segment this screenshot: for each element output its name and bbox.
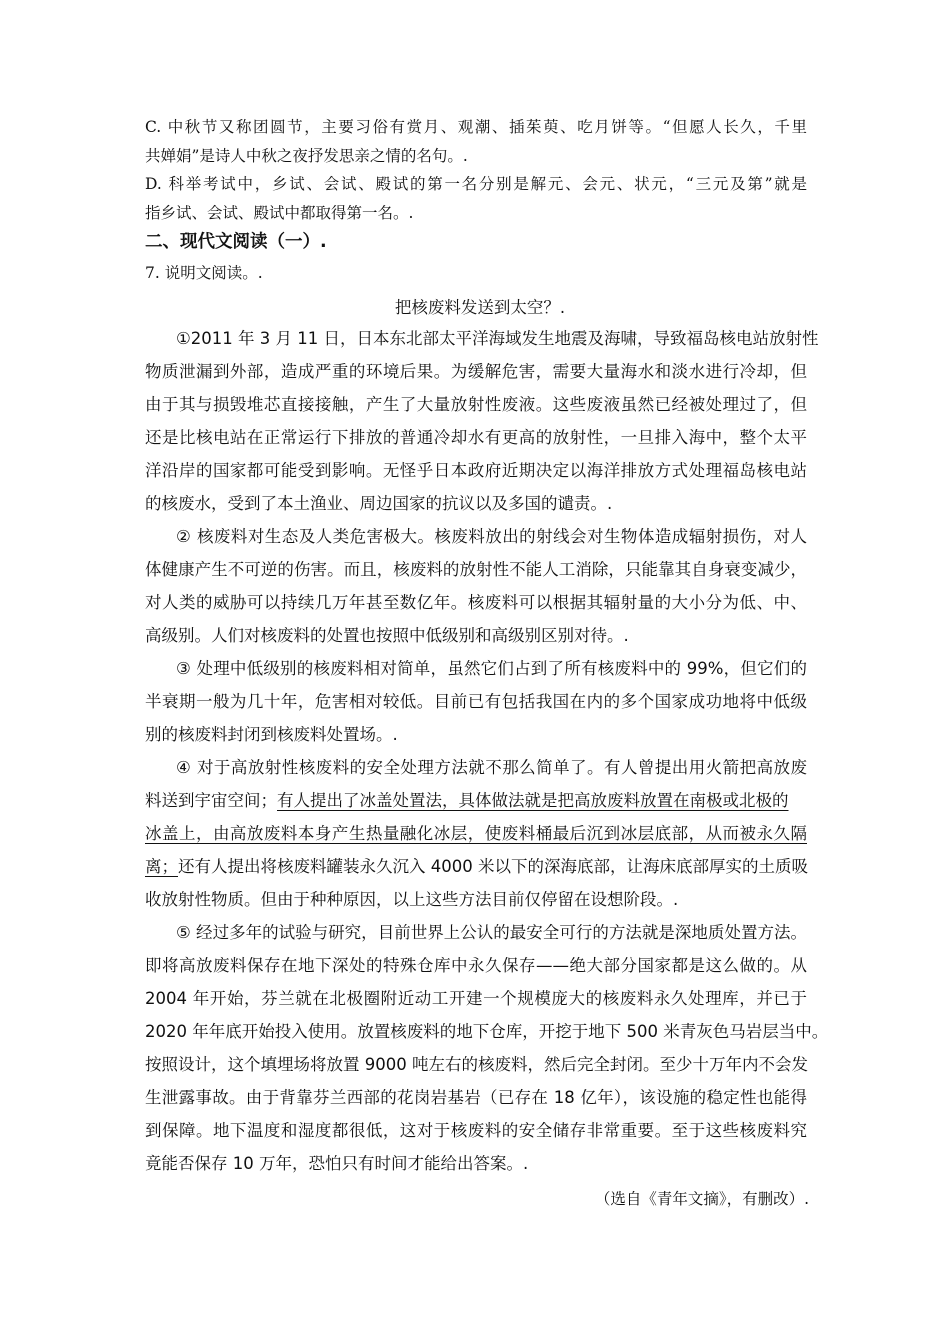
paragraph-1-line: 由于其与损毁堆芯直接接触，产生了大量放射性废液。这些废液虽然已经被处理过了，但 [145,395,807,414]
paragraph-4-line [145,790,789,812]
paragraph-5-line: 2020 年年底开始投入使用。放置核废料的地下仓库，开挖于地下 500 米青灰色马岩层当中。 [145,1022,829,1041]
question-label: 7. 说明文阅读。. [145,264,263,282]
paragraph-5-line: 2004 年开始，芬兰就在北极圈附近动工开建一个规模庞大的核废料永久处理库，并已于 [145,989,807,1008]
paragraph-1-line: 洋沿岸的国家都可能受到影响。无怪乎日本政府近期决定以海洋排放方式处理福岛核电站 [145,461,807,480]
paragraph-4-line: 收放射性物质。但由于种种原因，以上这些方法目前仅停留在设想阶段。. [145,890,679,909]
paragraph-4-text: 还有人提出将核废料罐装永久沉入 4000 米以下的深海底部，让海床底部厚实的土质吸 [178,857,808,876]
option-d-line-2: 指乡试、会试、殿试中都取得第一名。. [145,204,414,222]
article-title: 把核废料发送到太空？. [394,298,566,317]
underlined-passage: 有人提出了冰盖处置法，具体做法就是把高放废料放置在南极或北极的 [277,791,789,810]
option-d-line-1: D. 科举考试中，乡试、会试、殿试的第一名分别是解元、会元、状元，“三元及第”就是 [145,175,807,193]
paragraph-1-line: 物质泄漏到外部，造成严重的环境后果。为缓解危害，需要大量海水和淡水进行冷却，但 [145,362,807,381]
option-c-line-1: C. 中秋节又称团圆节，主要习俗有赏月、观潮、插茱萸、吃月饼等。“但愿人长久，千里 [145,118,807,136]
paragraph-3-line: ③ 处理中低级别的核废料相对简单，虽然它们占到了所有核废料中的 99%，但它们的 [176,659,807,678]
section-heading: 二、现代文阅读（一）. [145,232,327,252]
paragraph-3-line: 别的核废料封闭到核废料处置场。. [145,725,398,744]
paragraph-5-line: ⑤ 经过多年的试验与研究，目前世界上公认的最安全可行的方法就是深地质处置方法。 [176,923,807,942]
paragraph-2-line: 体健康产生不可逆的伤害。而且，核废料的放射性不能人工消除，只能靠其自身衰变减少， [145,560,807,579]
paragraph-1-line: ①2011 年 3 月 11 日，日本东北部太平洋海域发生地震及海啸，导致福岛核电站放射性 [176,329,819,348]
paragraph-4-line: ④ 对于高放射性核废料的安全处理方法就不那么简单了。有人曾提出用火箭把高放废 [176,758,807,777]
paragraph-2-line: 对人类的威胁可以持续几万年甚至数亿年。核废料可以根据其辐射量的大小分为低、中、 [145,593,807,612]
option-c-line-2: 共婵娟”是诗人中秋之夜抒发思亲之情的名句。. [145,147,468,165]
underlined-passage: 冰盖上，由高放废料本身产生热量融化冰层，使废料桶最后沉到冰层底部，从而被永久隔 [145,824,807,843]
paragraph-4-text: 料送到宇宙空间； [145,791,277,810]
paragraph-5-line: 即将高放废料保存在地下深处的特殊仓库中永久保存——绝大部分国家都是这么做的。从 [145,956,807,975]
paragraph-2-line: ② 核废料对生态及人类危害极大。核废料放出的射线会对生物体造成辐射损伤，对人 [176,527,807,546]
paragraph-4-line [145,856,808,878]
paragraph-1-line: 还是比核电站在正常运行下排放的普通冷却水有更高的放射性，一旦排入海中，整个太平 [145,428,807,447]
paragraph-5-line: 生泄露事故。由于背靠芬兰西部的花岗岩基岩（已存在 18 亿年），该设施的稳定性也能得 [145,1088,807,1107]
paragraph-5-line: 竟能否保存 10 万年，恐怕只有时间才能给出答案。. [145,1154,529,1173]
paragraph-5-line: 到保障。地下温度和湿度都很低，这对于核废料的安全储存非常重要。至于这些核废料究 [145,1121,807,1140]
source-citation: （选自《青年文摘》，有删改）. [594,1190,809,1208]
underlined-passage: 离； [145,857,178,876]
paragraph-5-line: 按照设计，这个填埋场将放置 9000 吨左右的核废料，然后完全封闭。至少十万年内不会发 [145,1055,808,1074]
paragraph-1-line: 的核废水，受到了本土渔业、周边国家的抗议以及多国的谴责。. [145,494,613,513]
paragraph-2-line: 高级别。人们对核废料的处置也按照中低级别和高级别区别对待。. [145,626,629,645]
paragraph-3-line: 半衰期一般为几十年，危害相对较低。目前已有包括我国在内的多个国家成功地将中低级 [145,692,807,711]
